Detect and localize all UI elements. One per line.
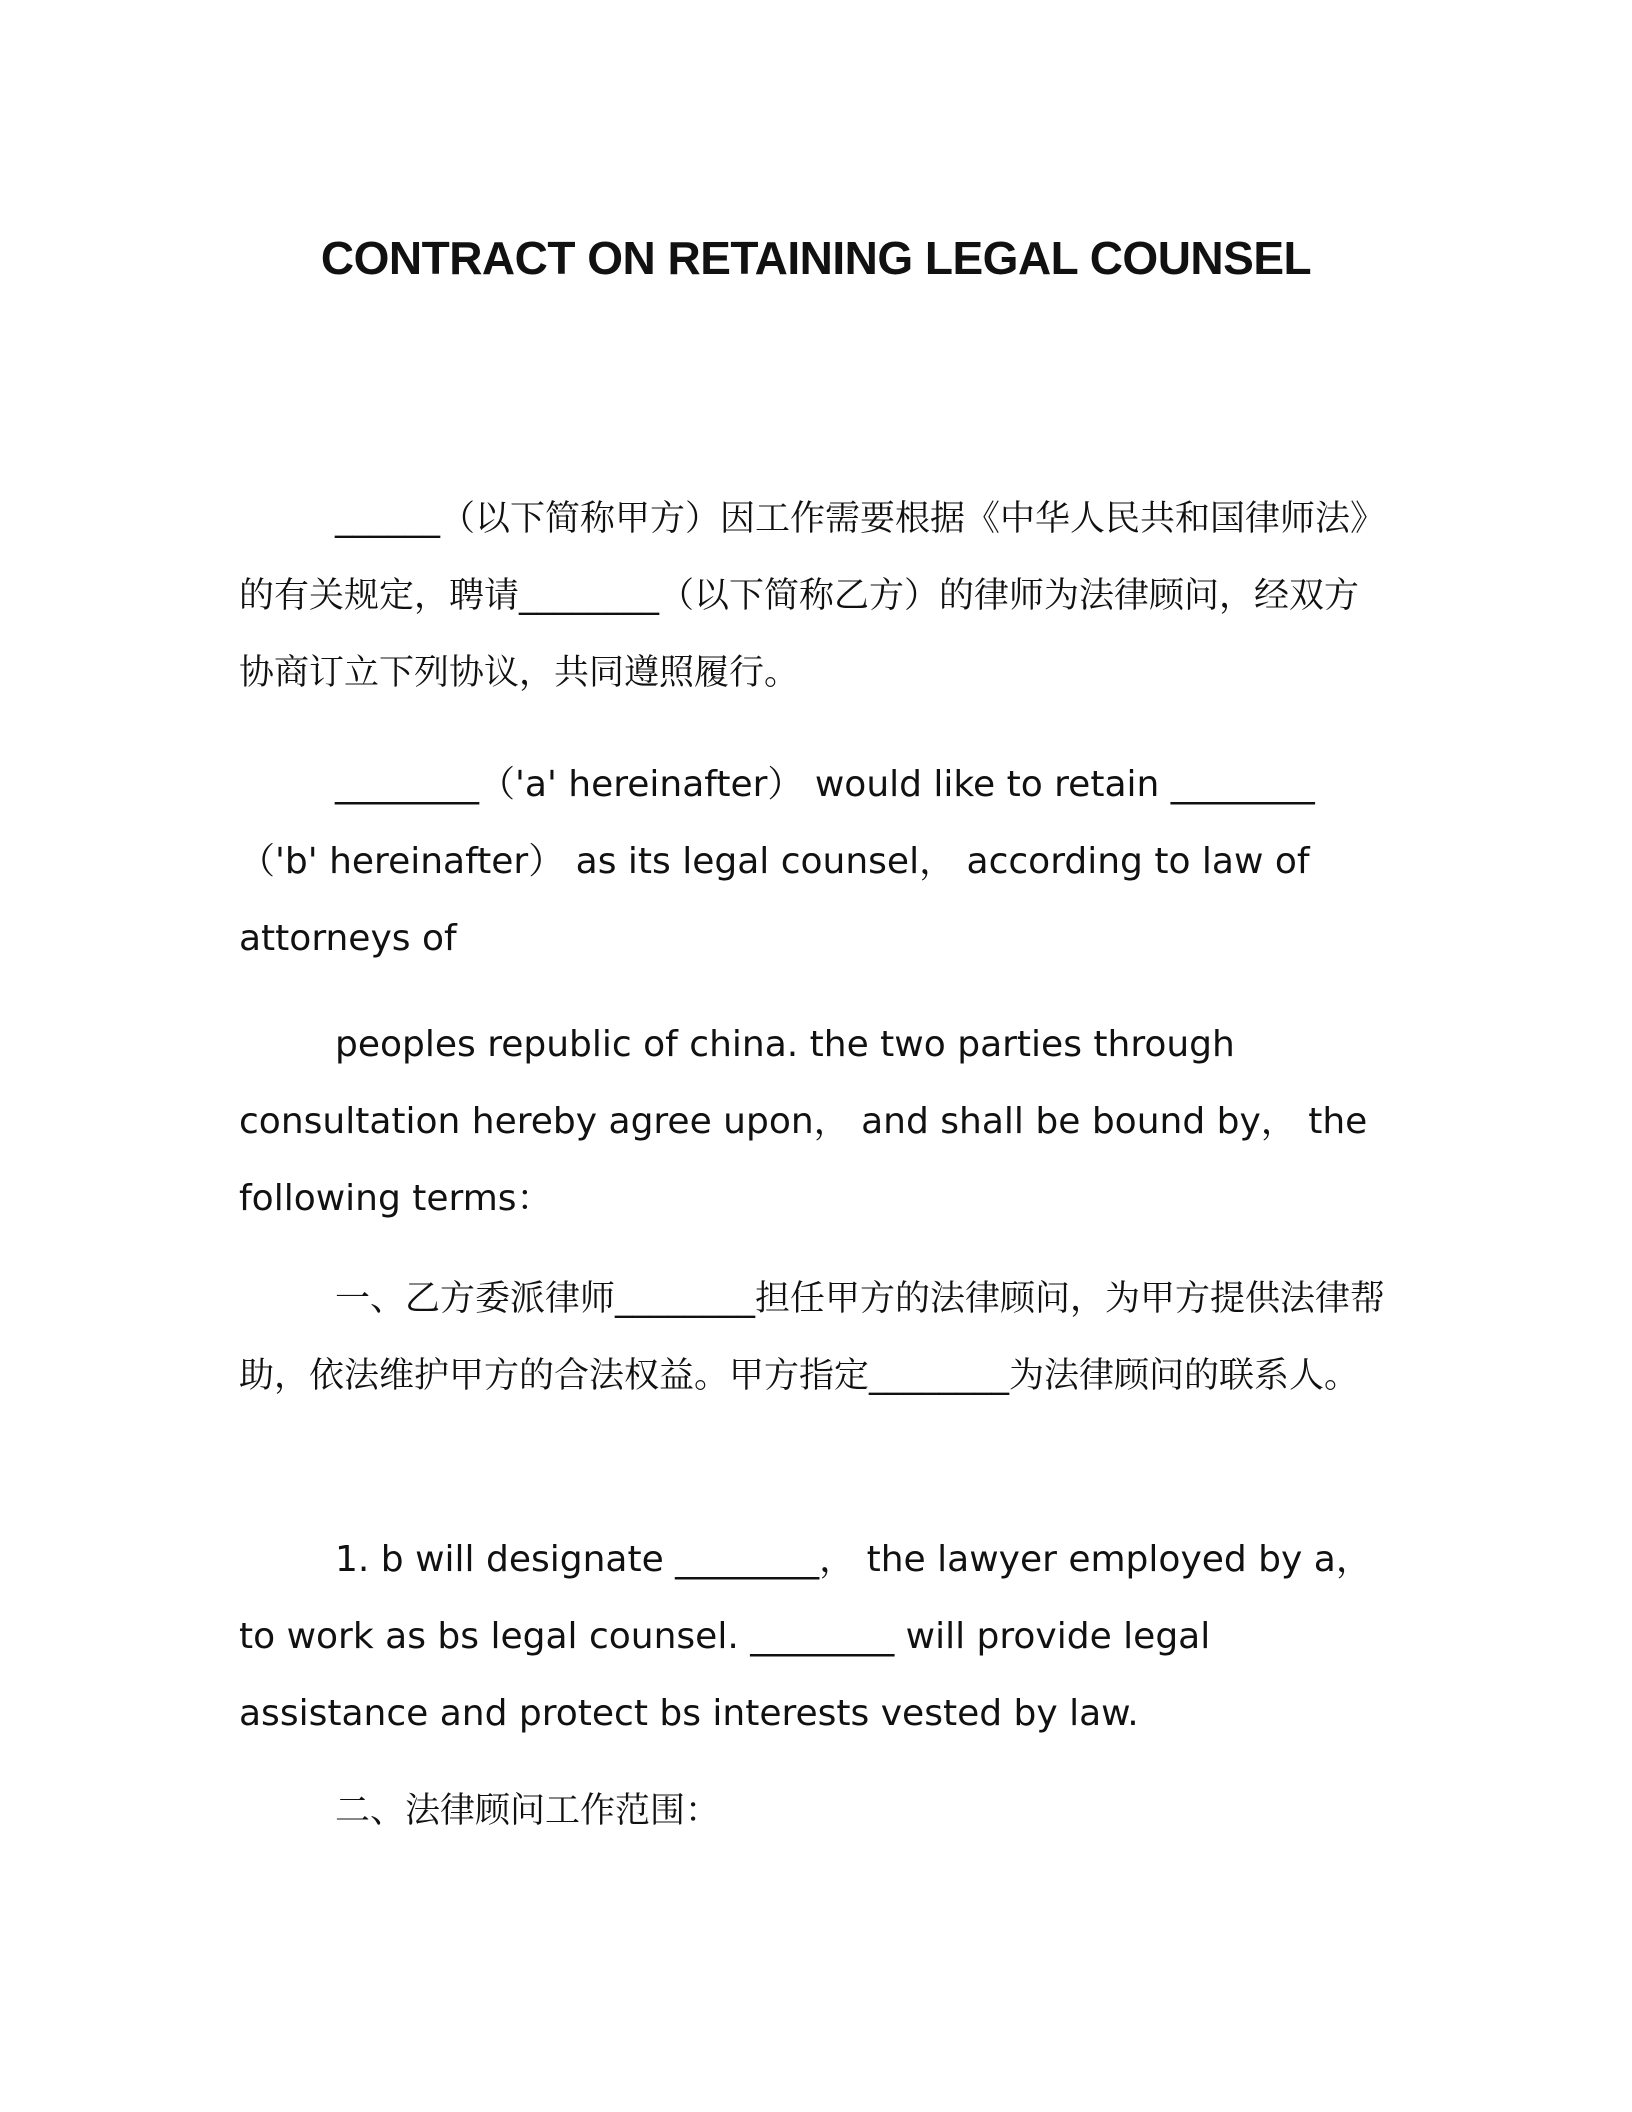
- document-title: CONTRACT ON RETAINING LEGAL COUNSEL: [320, 232, 1312, 284]
- paragraph-intro-zh: ______（以下简称甲方）因工作需要根据《中华人民共和国律师法》的有关规定，聘请________（以下简称乙方）的律师为法律顾问，经双方协商订立下列协议，共同遵照履行。: [239, 499, 1386, 693]
- paragraph-clause-1-en: 1. b will designate ________， the lawyer employed by a，to work as bs legal counsel. ________ will provide legal assistance and protect bs interests vested by law.: [239, 1539, 1372, 1734]
- paragraph-clause-2-heading-zh: 二、法律顾问工作范围：: [335, 1791, 721, 1831]
- paragraph-intro-en-continued: peoples republic of china. the two parties through consultation hereby agree upon， and shall be bound by， the following terms：: [239, 1024, 1368, 1219]
- paragraph-clause-1-zh: 一、乙方委派律师________担任甲方的法律顾问，为甲方提供法律帮助，依法维护甲方的合法权益。甲方指定________为法律顾问的联系人。: [239, 1279, 1386, 1396]
- paragraph-intro-en: ________（'a' hereinafter） would like to retain ________（'b' hereinafter） as its legal counsel， according to law of attorneys of: [239, 764, 1315, 959]
